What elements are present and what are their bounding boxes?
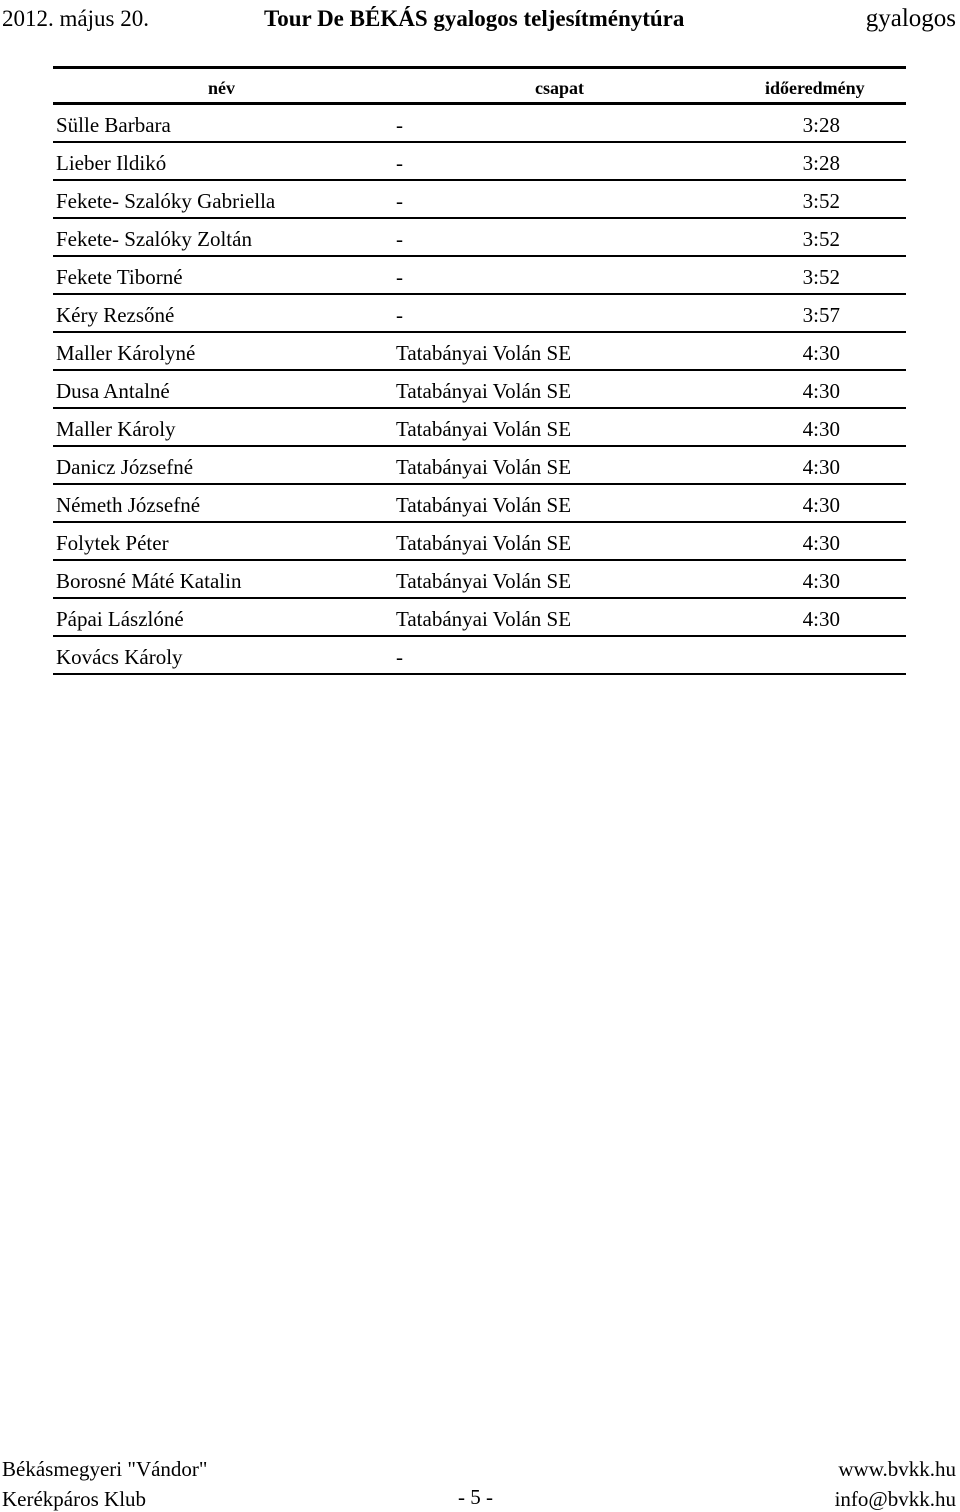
header-category: gyalogos	[865, 5, 956, 32]
cell-time: 4:30	[802, 341, 840, 365]
cell-name: Kovács Károly	[56, 645, 183, 669]
footer-website-link[interactable]: www.bvkk.hu	[838, 1457, 956, 1481]
table-row	[53, 181, 906, 219]
cell-time: 4:30	[802, 569, 840, 593]
cell-time: 4:30	[802, 417, 840, 441]
table-row	[53, 371, 906, 409]
cell-team: -	[396, 645, 403, 669]
cell-name: Maller Károlyné	[56, 341, 196, 365]
cell-name: Lieber Ildikó	[56, 151, 167, 175]
table-row	[53, 105, 906, 143]
table-row	[53, 523, 906, 561]
table-row	[53, 295, 906, 333]
cell-time: 3:52	[802, 265, 840, 289]
table-row	[53, 599, 906, 637]
cell-name: Sülle Barbara	[56, 113, 171, 137]
table-row	[53, 257, 906, 295]
cell-time: 3:52	[802, 227, 840, 251]
cell-team: -	[396, 151, 403, 175]
cell-team: Tatabányai Volán SE	[396, 341, 572, 365]
table-row	[53, 333, 906, 371]
cell-name: Fekete Tiborné	[56, 265, 183, 289]
cell-time: 3:57	[802, 303, 840, 327]
cell-team: Tatabányai Volán SE	[396, 569, 572, 593]
page-header	[0, 0, 960, 40]
table-row	[53, 485, 906, 523]
cell-name: Pápai Lászlóné	[56, 607, 184, 631]
column-header-name: név	[208, 78, 235, 98]
table-row	[53, 561, 906, 599]
cell-team: Tatabányai Volán SE	[396, 379, 572, 403]
table-row	[53, 143, 906, 181]
cell-team: Tatabányai Volán SE	[396, 417, 572, 441]
cell-time: 3:52	[802, 189, 840, 213]
footer-email-link[interactable]: info@bvkk.hu	[834, 1487, 956, 1511]
cell-name: Borosné Máté Katalin	[56, 569, 242, 593]
footer-club-line1: Békásmegyeri "Vándor"	[2, 1457, 208, 1481]
table-body	[53, 105, 906, 675]
cell-team: Tatabányai Volán SE	[396, 531, 572, 555]
cell-team: -	[396, 303, 403, 327]
cell-name: Dusa Antalné	[56, 379, 170, 403]
cell-name: Danicz Józsefné	[56, 455, 194, 479]
table-row	[53, 409, 906, 447]
cell-name: Fekete- Szalóky Gabriella	[56, 189, 276, 213]
cell-team: -	[396, 189, 403, 213]
page-footer	[0, 1452, 960, 1512]
column-header-time: időeredmény	[765, 78, 865, 98]
cell-time: 4:30	[802, 531, 840, 555]
cell-time: 3:28	[802, 113, 840, 137]
cell-team: -	[396, 265, 403, 289]
table-header-row	[53, 69, 906, 105]
cell-time: 4:30	[802, 455, 840, 479]
cell-team: -	[396, 227, 403, 251]
cell-name: Maller Károly	[56, 417, 176, 441]
cell-team: Tatabányai Volán SE	[396, 455, 572, 479]
cell-name: Folytek Péter	[56, 531, 169, 555]
cell-name: Kéry Rezsőné	[56, 303, 175, 327]
table-row	[53, 219, 906, 257]
cell-team: -	[396, 113, 403, 137]
header-date: 2012. május 20.	[2, 6, 149, 31]
page-title: Tour De BÉKÁS gyalogos teljesítménytúra	[264, 6, 685, 31]
page-number: - 5 -	[458, 1485, 493, 1509]
cell-team: Tatabányai Volán SE	[396, 493, 572, 517]
cell-time: 4:30	[802, 607, 840, 631]
column-header-team: csapat	[535, 78, 584, 98]
cell-time: 4:30	[802, 379, 840, 403]
results-table	[53, 66, 906, 675]
table-row	[53, 447, 906, 485]
footer-club-line2: Kerékpáros Klub	[2, 1487, 147, 1511]
cell-time: 3:28	[802, 151, 840, 175]
cell-name: Németh Józsefné	[56, 493, 201, 517]
cell-team: Tatabányai Volán SE	[396, 607, 572, 631]
table-row	[53, 637, 906, 675]
cell-time: 4:30	[802, 493, 840, 517]
cell-name: Fekete- Szalóky Zoltán	[56, 227, 252, 251]
